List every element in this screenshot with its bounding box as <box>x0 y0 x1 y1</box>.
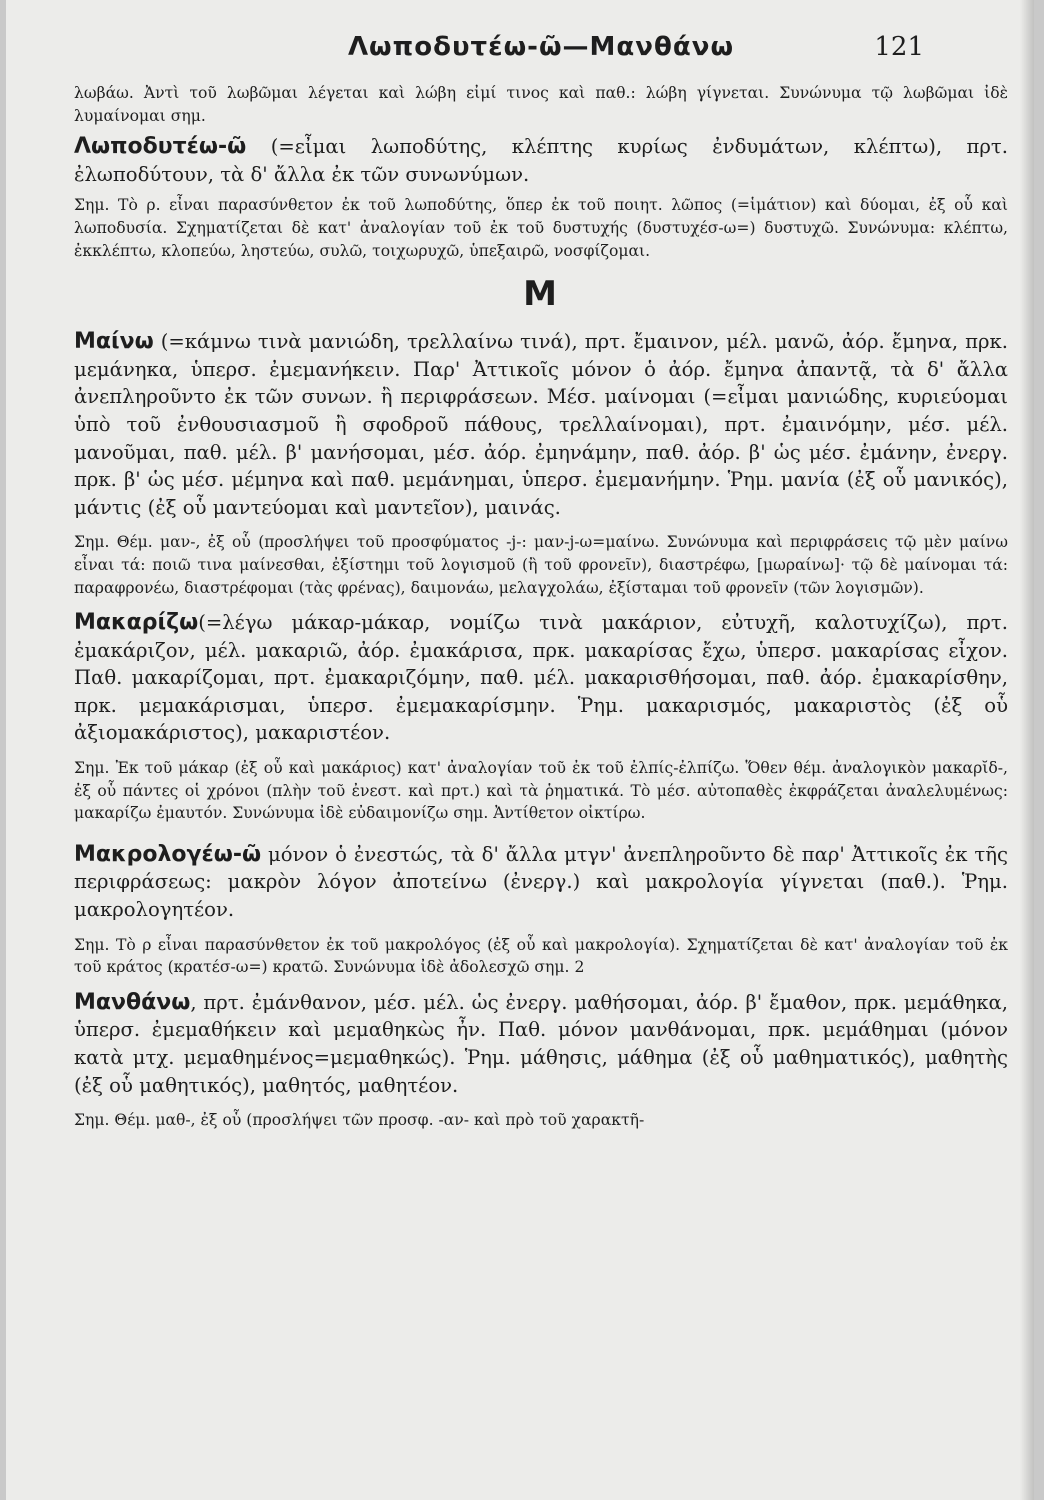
section-letter: Μ <box>523 274 559 315</box>
entry-note: Σημ. Ἐκ τοῦ μάκαρ (ἐξ οὗ καὶ μακάριος) κατ' ἀναλογίαν τοῦ ἐκ τοῦ ἐλπίς-ἐλπίζω. Ὅθεν θέμ. ἀναλογικὸν μακαρῐδ-, ἐξ οὗ πάντες οἱ χρόνοι (πλὴν τοῦ ἐνεστ. καὶ πρτ.) καὶ τὰ ῥηματικά. Τὸ μέσ. αὐτοπαθὲς ἐκφράζεται ἀναλελυμένως: μακαρίζω ἐμαυτόν. Συνώνυμα ἰδὲ εὐδαιμονίζω σημ. Ἀντίθετον οἰκτίρω. <box>74 759 1008 823</box>
entry-text: , πρτ. ἐμάνθανον, μέσ. μέλ. ὡς ἐνεργ. μαθήσομαι, ἀόρ. β' ἔμαθον, πρκ. μεμάθηκα, ὑπερσ. ἐμεμαθήκειν καὶ μεμαθηκὼς ἦν. Παθ. μόνον μανθάνομαι, πρκ. μεμάθημαι (μόνον κατὰ μτχ. μεμαθημένος=μεμαθηκώς). Ῥημ. μάθησις, μάθημα (ἐξ οὗ μαθηματικός), μαθητὴς (ἐξ οὗ μαθητικός), μαθητός, μαθητέον. <box>74 990 1008 1097</box>
entry-lemma: Λωποδυτέω-ῶ <box>74 134 247 160</box>
entry-makarizo <box>74 609 1008 747</box>
entry-maino <box>74 328 1008 521</box>
entry-manthano <box>74 989 1008 1099</box>
running-head: Λωποδυτέω-ῶ—Μανθάνω <box>347 32 735 62</box>
continued-note: λωβάω. Ἀντὶ τοῦ λωβῶμαι λέγεται καὶ λώβη εἰμί τινος καὶ παθ.: λώβη γίγνεται. Συνώνυμα τῷ λωβῶμαι ἰδὲ λυμαίνομαι σημ. <box>74 84 1008 125</box>
entry-lemma: Μακαρίζω <box>74 610 199 636</box>
page-number: 121 <box>874 32 924 62</box>
entry-lemma: Μακρολογέω-ῶ <box>74 841 262 867</box>
entry-lemma: Μαίνω <box>74 329 154 355</box>
entry-note: Σημ. Τὸ ρ. εἶναι παρασύνθετον ἐκ τοῦ λωποδύτης, ὅπερ ἐκ τοῦ ποιητ. λῶπος (=ἱμάτιον) καὶ δύομαι, ἐξ οὗ καὶ λωποδυσία. Σχηματίζεται δὲ κατ' ἀναλογίαν τοῦ ἐκ τοῦ δυστυχής (δυστυχέσ-ω=) δυστυχῶ. Συνώνυμα: κλέπτω, ἐκκλέπτω, κλοπεύω, ληστεύω, συλῶ, τοιχωρυχῶ, ὑπεξαιρῶ, νοσφίζομαι. <box>74 196 1008 260</box>
entry-note: Σημ. Θέμ. μαν-, ἐξ οὗ (προσλήψει τοῦ προσφύματος -j-: μαν-j-ω=μαίνω. Συνώνυμα καὶ περιφράσεις τῷ μὲν μαίνω εἶναι τά: ποιῶ τινα μαίνεσθαι, ἐξίστημι τοῦ λογισμοῦ (ἢ τοῦ φρονεῖν), διαστρέφω, [μωραίνω]· τῷ δὲ μαίνομαι τά: παραφρονέω, διαστρέφομαι (τὰς φρένας), δαιμονάω, μελαγχολάω, ἐξίσταμαι τοῦ φρονεῖν (τῶν λογισμῶν). <box>74 533 1008 597</box>
entry-text: (=λέγω μάκαρ-μάκαρ, νομίζω τινὰ μακάριον, εὐτυχῆ, καλοτυχίζω), πρτ. ἐμακάριζον, μέλ. μακαριῶ, ἀόρ. ἐμακάρισα, πρκ. μακαρίσας ἔχω, ὑπερσ. μακαρίσας εἶχον. Παθ. μακαρίζομαι, πρτ. ἐμακαριζόμην, παθ. μέλ. μακαρισθήσομαι, παθ. ἀόρ. ἐμακαρίσθην, πρκ. μεμακάρισμαι, ὑπερσ. ἐμεμακαρίσμην. Ῥημ. μακαρισμός, μακαριστὸς (ἐξ οὗ ἀξιομακάριστος), μακαριστέον. <box>74 611 1008 745</box>
entry-text: (=εἶμαι λωποδύτης, κλέπτης κυρίως ἐνδυμάτων, κλέπτω), πρτ. ἐλωποδύτουν, τὰ δ' ἄλλα ἐκ τῶν συνωνύμων. <box>74 135 1008 186</box>
entry-text: (=κάμνω τινὰ μανιώδη, τρελλαίνω τινά), πρτ. ἔμαινον, μέλ. μανῶ, ἀόρ. ἔμηνα, πρκ. μεμάνηκα, ὑπερσ. ἐμεμανήκειν. Παρ' Ἀττικοῖς μόνον ὁ ἀόρ. ἔμηνα ἀπαντᾷ, τὰ δ' ἄλλα ἀνεπληροῦντο ἐκ τῶν συνων. ἢ περιφράσεων. Μέσ. μαίνομαι (=εἶμαι μανιώδης, κυριεύομαι ὑπὸ τοῦ ἐνθουσιασμοῦ ἢ σφοδροῦ πάθους, τρελλαίνομαι), πρτ. ἐμαινόμην, μέσ. μέλ. μανοῦμαι, παθ. μέλ. β' μανήσομαι, μέσ. ἀόρ. ἐμηνάμην, παθ. ἀόρ. β' ὡς μέσ. ἐμάνην, ἐνεργ. πρκ. β' ὡς μέσ. μέμηνα καὶ παθ. μεμάνημαι, ὑπερσ. ἐμεμανήμην. Ῥημ. μανία (ἐξ οὗ μανικός), μάντις (ἐξ οὗ μαντεύομαι καὶ μαντεῖον), μαινάς. <box>74 330 1008 519</box>
entry-note: Σημ. Τὸ ρ εἶναι παρασύνθετον ἐκ τοῦ μακρολόγος (ἐξ οὗ καὶ μακρολογία). Σχηματίζεται δὲ κατ' ἀναλογίαν τοῦ ἐκ τοῦ κράτος (κρατέσ-ω=) κρατῶ. Συνώνυμα ἰδὲ ἀδολεσχῶ σημ. 2 <box>74 935 1008 977</box>
entry-note: Σημ. Θέμ. μαθ-, ἐξ οὗ (προσλήψει τῶν προσφ. -αν- καὶ πρὸ τοῦ χαρακτῆ- <box>74 1111 645 1130</box>
page-header <box>74 30 1008 70</box>
dictionary-page <box>6 0 1034 1500</box>
entry-lemma: Μανθάνω <box>74 989 191 1015</box>
entry-text: μόνον ὁ ἐνεστώς, τὰ δ' ἄλλα μτγν' ἀνεπληροῦντο δὲ παρ' Ἀττικοῖς ἐκ τῆς περιφράσεως: μακρὸν λόγον ἀποτείνω (ἐνεργ.) καὶ μακρολογία γίγνεται (παθ.). Ῥημ. μακρολογητέον. <box>74 842 1008 922</box>
entry-makrologeo <box>74 841 1008 924</box>
entry-lopodyteo <box>74 133 1008 188</box>
